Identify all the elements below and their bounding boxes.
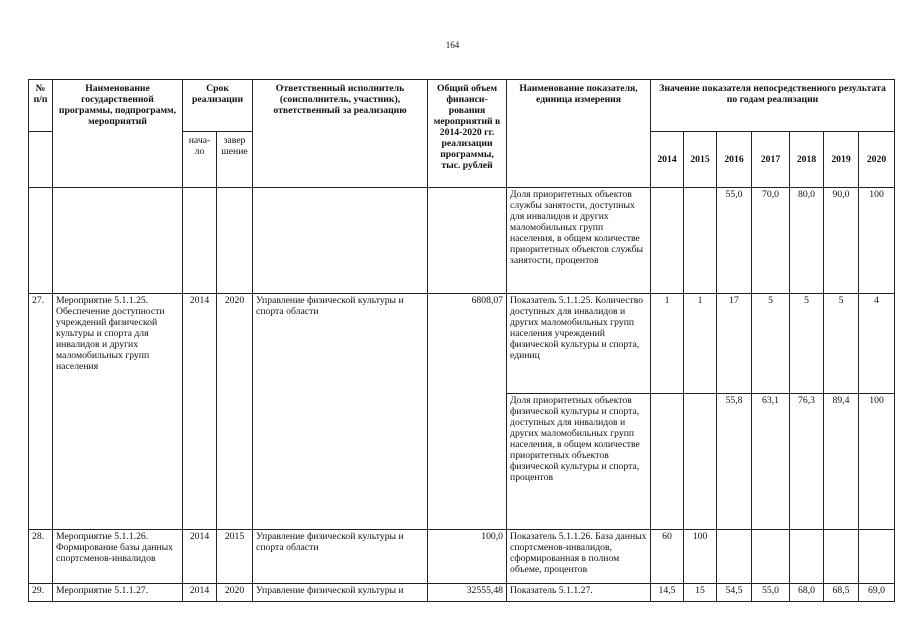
- row-value: 15: [684, 584, 717, 602]
- header-year: 2017: [752, 132, 790, 188]
- row-value: 17: [717, 294, 752, 394]
- row-name: Мероприятие 5.1.1.25. Обеспечение доступности учреждений физической культуры и спорта для инвалидов и других маломобильных групп населения: [53, 294, 183, 394]
- row-value: 5: [824, 294, 859, 394]
- row-indicator: Доля приоритетных объектов службы занятости, доступных для инвалидов и других маломобильных групп населения, в общем количестве приоритетных объектов службы занятости, процентов: [507, 188, 651, 294]
- row-value: 90,0: [824, 188, 859, 294]
- row-start: 2014: [183, 530, 217, 584]
- row-funding: [428, 188, 507, 294]
- row-name: Мероприятие 5.1.1.26. Формирование базы данных спортсменов-инвалидов: [53, 530, 183, 584]
- row-value: [824, 530, 859, 584]
- row-value: 89,4: [824, 394, 859, 530]
- row-end: [217, 394, 253, 530]
- header-year: 2019: [824, 132, 859, 188]
- row-value: [717, 530, 752, 584]
- row-value: 54,5: [717, 584, 752, 602]
- row-executor: [253, 394, 428, 530]
- header-end: завер шение: [217, 132, 253, 188]
- table-row: [29, 584, 895, 602]
- header-num: № п/п: [29, 80, 53, 132]
- row-num: 29.: [29, 584, 53, 602]
- row-executor: Управление физической культуры и: [253, 584, 428, 602]
- row-value: 76,3: [790, 394, 824, 530]
- row-value: [651, 188, 684, 294]
- row-start: 2014: [183, 584, 217, 602]
- row-value: [859, 530, 895, 584]
- header-num-blank: [29, 132, 53, 188]
- row-value: [790, 530, 824, 584]
- row-funding: 6808,07: [428, 294, 507, 394]
- row-name: Мероприятие 5.1.1.27.: [53, 584, 183, 602]
- row-name: [53, 394, 183, 530]
- row-value: 68,0: [790, 584, 824, 602]
- row-end: 2020: [217, 294, 253, 394]
- row-value: 100: [859, 188, 895, 294]
- row-funding: 32555,48: [428, 584, 507, 602]
- row-end: 2020: [217, 584, 253, 602]
- row-value: 55,0: [752, 584, 790, 602]
- header-year: 2014: [651, 132, 684, 188]
- row-value: 63,1: [752, 394, 790, 530]
- row-value: [651, 394, 684, 530]
- row-start: [183, 394, 217, 530]
- header-values-group: Значение показателя непосредственного результата по годам реализации: [651, 80, 895, 132]
- row-value: [684, 188, 717, 294]
- header-funding: Общий объем финанси- рования мероприятий в 2014-2020 гг. реализации программы, тыс. рублей: [428, 80, 507, 188]
- row-start: 2014: [183, 294, 217, 394]
- row-num: [29, 188, 53, 294]
- row-executor: [253, 188, 428, 294]
- row-end: 2015: [217, 530, 253, 584]
- row-value: 80,0: [790, 188, 824, 294]
- row-executor: Управление физической культуры и спорта области: [253, 530, 428, 584]
- row-num: 28.: [29, 530, 53, 584]
- header-year: 2016: [717, 132, 752, 188]
- row-value: 60: [651, 530, 684, 584]
- row-indicator: Показатель 5.1.1.26. База данных спортсменов-инвалидов, сформированная в полном объеме, процентов: [507, 530, 651, 584]
- row-end: [217, 188, 253, 294]
- header-indicator: Наименование показателя, единица измерения: [507, 80, 651, 188]
- row-value: 55,8: [717, 394, 752, 530]
- row-value: 5: [790, 294, 824, 394]
- row-value: 70,0: [752, 188, 790, 294]
- row-value: 4: [859, 294, 895, 394]
- row-funding: [428, 394, 507, 530]
- header-start: нача- ло: [183, 132, 217, 188]
- row-num: 27.: [29, 294, 53, 394]
- header-executor: Ответственный исполнитель (соисполнитель, участник), ответственный за реализацию: [253, 80, 428, 188]
- header-name: Наименование государственной программы, подпрограмм, мероприятий: [53, 80, 183, 188]
- row-value: [752, 530, 790, 584]
- header-term: Срок реализации: [183, 80, 253, 132]
- table-row: [29, 394, 895, 530]
- row-name: [53, 188, 183, 294]
- row-value: 100: [859, 394, 895, 530]
- table-row: [29, 188, 895, 294]
- row-value: 100: [684, 530, 717, 584]
- row-value: 68,5: [824, 584, 859, 602]
- row-start: [183, 188, 217, 294]
- row-indicator: Показатель 5.1.1.25. Количество доступных для инвалидов и других маломобильных групп населения учреждений физической культуры и спорта, единиц: [507, 294, 651, 394]
- row-value: 1: [684, 294, 717, 394]
- table-row: [29, 530, 895, 584]
- row-executor: Управление физической культуры и спорта области: [253, 294, 428, 394]
- row-funding: 100,0: [428, 530, 507, 584]
- row-indicator: Доля приоритетных объектов физической культуры и спорта, доступных для инвалидов и других маломобильных групп населения, в общем количестве приоритетных объектов физической культуры и спорта, процентов: [507, 394, 651, 530]
- row-value: 5: [752, 294, 790, 394]
- row-value: 1: [651, 294, 684, 394]
- row-value: 69,0: [859, 584, 895, 602]
- row-value: [684, 394, 717, 530]
- row-value: 14,5: [651, 584, 684, 602]
- row-value: 55,0: [717, 188, 752, 294]
- table-row: [29, 294, 895, 394]
- header-year: 2018: [790, 132, 824, 188]
- page-number: 164: [445, 40, 460, 50]
- program-table: [28, 79, 895, 602]
- row-indicator: Показатель 5.1.1.27.: [507, 584, 651, 602]
- row-num: [29, 394, 53, 530]
- header-year: 2020: [859, 132, 895, 188]
- header-year: 2015: [684, 132, 717, 188]
